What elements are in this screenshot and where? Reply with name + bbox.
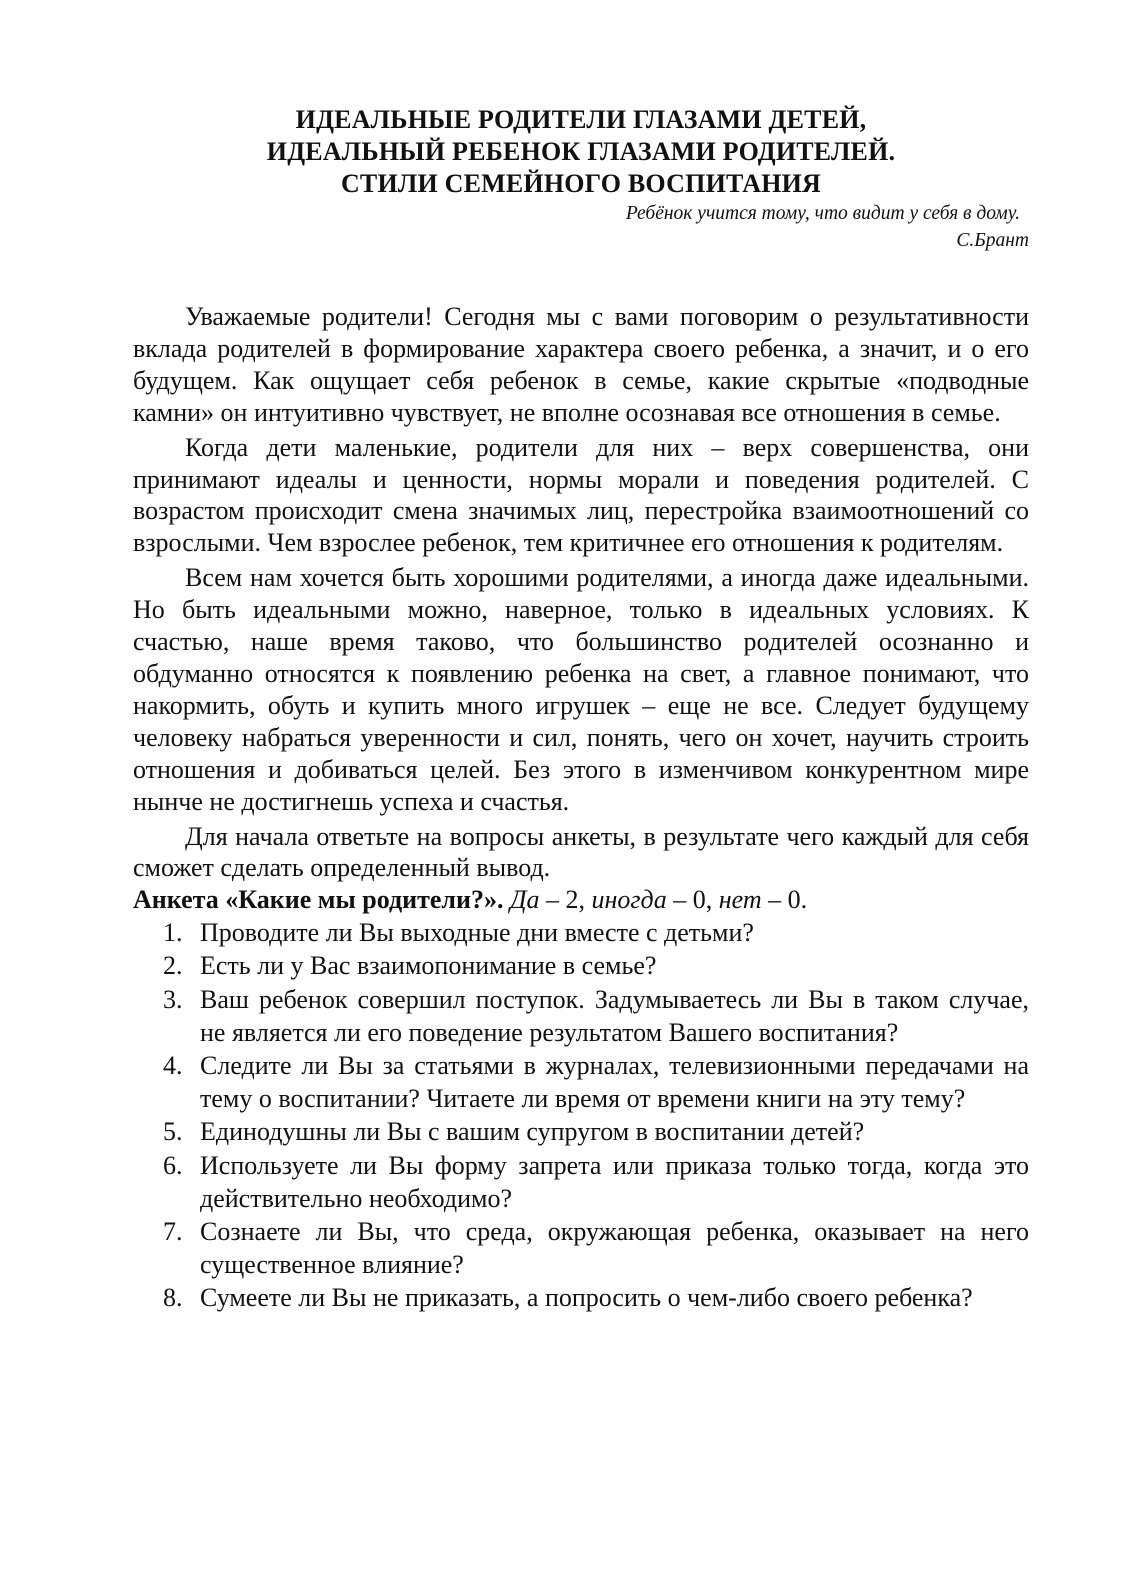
question-text: Сознаете ли Вы, что среда, окружающая ребенка, оказывает на него существенное влияние? xyxy=(200,1217,1029,1280)
survey-title: Анкета «Какие мы родители?». xyxy=(133,885,504,915)
question-number: 1. xyxy=(163,918,183,948)
survey-question xyxy=(133,1281,1029,1314)
question-text: Единодушны ли Вы с вашим супругом в воспитании детей? xyxy=(200,1117,865,1147)
document-content xyxy=(133,104,1029,1315)
question-text: Есть ли у Вас взаимопонимание в семье? xyxy=(200,951,657,981)
scoring-sometimes-label: иногда xyxy=(591,885,667,915)
question-text: Сумеете ли Вы не приказать, а попросить о чем-либо своего ребенка? xyxy=(200,1283,973,1313)
survey-question xyxy=(133,1149,1029,1215)
question-number: 3. xyxy=(163,984,183,1014)
question-number: 8. xyxy=(163,1283,183,1313)
title-line-3: СТИЛИ СЕМЕЙНОГО ВОСПИТАНИЯ xyxy=(340,169,822,198)
scoring-sometimes-value: – 0, xyxy=(666,885,719,915)
title-line-2: ИДЕАЛЬНЫЙ РЕБЕНОК ГЛАЗАМИ РОДИТЕЛЕЙ. xyxy=(266,137,896,166)
paragraph: Для начала ответьте на вопросы анкеты, в результате чего каждый для себя сможет сделать определенный вывод. xyxy=(133,821,1029,883)
body-text xyxy=(133,301,1029,1315)
epigraph-quote: Ребёнок учится тому, что видит у себя в дому. xyxy=(625,203,1020,224)
title-line-1: ИДЕАЛЬНЫЕ РОДИТЕЛИ ГЛАЗАМИ ДЕТЕЙ, xyxy=(295,105,867,134)
paragraph: Уважаемые родители! Сегодня мы с вами поговорим о результативности вклада родителей в формирование характера своего ребенка, а значит, и о его будущем. Как ощущает себя ребенок в семье, какие скрытые «подводные камни» он интуитивно чувствует, не вполне осознавая все отношения в семье. xyxy=(133,302,1029,427)
survey-question xyxy=(133,983,1029,1049)
survey-questions xyxy=(133,916,1029,1314)
survey-heading xyxy=(133,884,1029,916)
question-text: Ваш ребенок совершил поступок. Задумываетесь ли Вы в таком случае, не является ли его поведение результатом Вашего воспитания? xyxy=(200,984,1029,1047)
question-text: Проводите ли Вы выходные дни вместе с детьми? xyxy=(200,918,754,948)
survey-question xyxy=(133,1115,1029,1148)
paragraph: Когда дети маленькие, родители для них – верх совершенства, они принимают идеалы и ценности, нормы морали и поведения родителей. С возрастом происходит смена значимых лиц, перестройка взаимоотношений со взрослыми. Чем взрослее ребенок, тем критичнее его отношения к родителям. xyxy=(133,432,1029,558)
scoring-yes-value: – 2, xyxy=(539,885,592,915)
scoring-yes-label: Да xyxy=(509,885,540,915)
scoring-no-value: – 0. xyxy=(761,885,808,915)
survey-question xyxy=(133,1049,1029,1115)
question-text: Следите ли Вы за статьями в журналах, телевизионными передачами на тему о воспитании? Читаете ли время от времени книги на эту тему? xyxy=(200,1051,1029,1114)
question-number: 5. xyxy=(163,1117,183,1147)
survey-question xyxy=(133,916,1029,949)
question-text: Используете ли Вы форму запрета или приказа только тогда, когда это действительно необходимо? xyxy=(200,1150,1029,1213)
question-number: 4. xyxy=(163,1051,183,1081)
question-number: 2. xyxy=(163,951,183,981)
document-title xyxy=(133,104,1029,200)
epigraph xyxy=(133,200,1029,254)
question-number: 6. xyxy=(163,1150,183,1180)
survey-question xyxy=(133,949,1029,982)
epigraph-author: С.Брант xyxy=(956,230,1029,251)
question-number: 7. xyxy=(163,1217,183,1247)
survey-question xyxy=(133,1215,1029,1281)
paragraph: Всем нам хочется быть хорошими родителями, а иногда даже идеальными. Но быть идеальными можно, наверное, только в идеальных условиях. К счастью, наше время таково, что большинство родителей осознанно и обдуманно относятся к появлению ребенка на свет, а главное понимают, что накормить, обуть и купить много игрушек – еще не все. Следует будущему человеку набраться уверенности и сил, понять, чего он хочет, научить строить отношения и добиваться целей. Без этого в изменчивом конкурентном мире нынче не достигнешь успеха и счастья. xyxy=(133,563,1029,816)
scoring-no-label: нет xyxy=(718,885,762,915)
